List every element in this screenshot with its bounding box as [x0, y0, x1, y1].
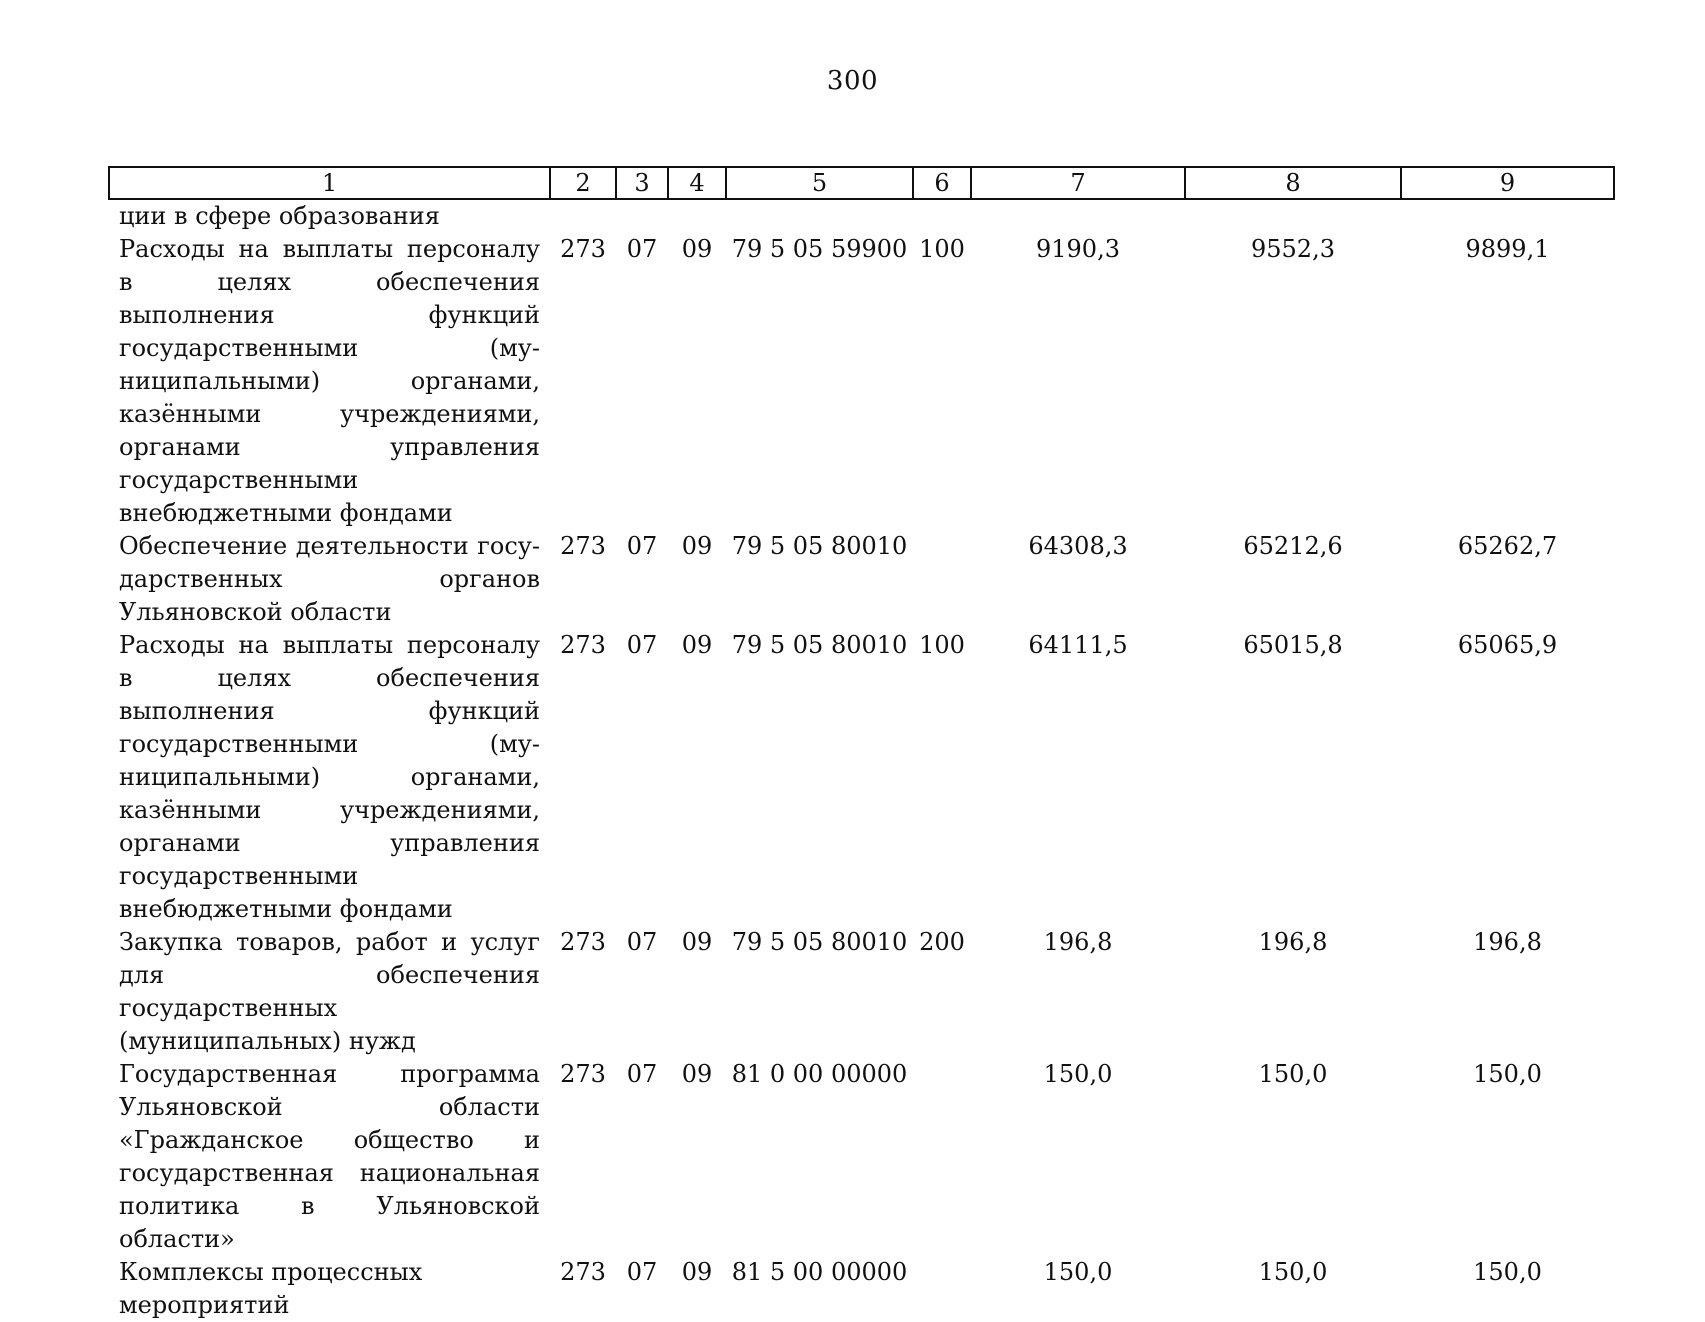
row-col-9: [1401, 199, 1614, 233]
row-col-4: 09: [681, 1258, 713, 1286]
table-row: [109, 1058, 1614, 1256]
row-col-4: 09: [681, 1060, 713, 1088]
row-col-6: [913, 530, 971, 629]
table-header: [109, 167, 1614, 199]
row-col-8: 150,0: [1258, 1060, 1328, 1088]
row-col-4: 09: [681, 928, 713, 956]
row-col-7: 150,0: [1043, 1060, 1113, 1088]
row-col-3: 07: [626, 235, 658, 263]
row-description: Закупка товаров, работ и услуг для обеспечения государственных (муниципальных) нужд: [119, 928, 540, 1055]
row-col-2: 273: [560, 631, 606, 659]
row-col-4: 09: [681, 235, 713, 263]
row-col-3: 07: [626, 631, 658, 659]
row-col-2: [550, 199, 616, 233]
row-col-8: 9552,3: [1251, 235, 1335, 263]
row-col-9: 196,8: [1473, 928, 1542, 956]
row-col-6: 100: [919, 631, 965, 659]
row-col-4: 09: [681, 631, 713, 659]
row-col-5: 79 5 05 80010: [731, 928, 908, 956]
row-col-6: [913, 199, 971, 233]
row-col-6: 200: [919, 928, 965, 956]
row-col-2: 273: [560, 1258, 606, 1286]
row-description: Расходы на выплаты персоналу в целях обеспечения выполнения функций государственными (муниципальными) органами, казёнными учреждениями, органами управления государственными внебюджетными фондами: [119, 235, 540, 527]
row-col-8: [1185, 199, 1401, 233]
row-description: Государственная программа Ульяновской области «Гражданское общество и государственная национальная политика в Ульяновской области»: [119, 1060, 540, 1253]
row-col-3: 07: [626, 532, 658, 560]
header-col-8: 8: [1185, 167, 1401, 199]
row-col-6: [913, 1058, 971, 1256]
row-col-5: 79 5 05 80010: [731, 631, 908, 659]
row-col-7: 196,8: [1043, 928, 1113, 956]
header-col-2: 2: [550, 167, 616, 199]
row-col-9: 9899,1: [1465, 235, 1550, 263]
row-col-6: [913, 1256, 971, 1322]
header-col-6: 6: [913, 167, 971, 199]
header-col-9: 9: [1401, 167, 1614, 199]
row-description: Комплексы процессных мероприятий: [119, 1258, 423, 1319]
row-description: ции в сфере образования: [119, 202, 440, 230]
table-row: [109, 926, 1614, 1058]
table-body: [109, 199, 1614, 1322]
row-col-7: 64111,5: [1028, 631, 1128, 659]
header-col-3: 3: [616, 167, 668, 199]
row-col-8: 65212,6: [1243, 532, 1343, 560]
row-col-7: 64308,3: [1028, 532, 1128, 560]
budget-table: [108, 166, 1615, 1322]
row-col-4: [668, 199, 726, 233]
row-col-3: 07: [626, 1060, 658, 1088]
header-col-7: 7: [971, 167, 1185, 199]
row-col-7: [971, 199, 1185, 233]
table-row: [109, 629, 1614, 926]
row-col-8: 196,8: [1258, 928, 1328, 956]
row-col-2: 273: [560, 928, 606, 956]
row-col-2: 273: [560, 532, 606, 560]
row-col-9: 65065,9: [1457, 631, 1558, 659]
table-row: [109, 1256, 1614, 1322]
row-col-2: 273: [560, 235, 606, 263]
header-row: [109, 167, 1614, 199]
table-row: [109, 199, 1614, 233]
header-col-4: 4: [668, 167, 726, 199]
row-col-4: 09: [681, 532, 713, 560]
header-col-5: 5: [726, 167, 913, 199]
row-col-5: 81 5 00 00000: [731, 1258, 908, 1286]
row-description: Обеспечение деятельности государственных органов Ульяновской области: [119, 532, 540, 626]
row-col-9: 65262,7: [1457, 532, 1558, 560]
row-col-9: 150,0: [1473, 1060, 1542, 1088]
row-col-8: 65015,8: [1243, 631, 1343, 659]
page-number: 300: [826, 66, 879, 96]
row-col-3: 07: [626, 928, 658, 956]
row-col-3: 07: [626, 1258, 658, 1286]
row-col-5: 79 5 05 80010: [731, 532, 908, 560]
row-col-5: 81 0 00 00000: [731, 1060, 908, 1088]
row-col-3: [616, 199, 668, 233]
header-col-1: 1: [109, 167, 550, 199]
table-row: [109, 233, 1614, 530]
row-col-2: 273: [560, 1060, 606, 1088]
table-row: [109, 530, 1614, 629]
row-col-7: 150,0: [1043, 1258, 1113, 1286]
row-col-6: 100: [919, 235, 965, 263]
row-col-8: 150,0: [1258, 1258, 1328, 1286]
row-col-7: 9190,3: [1036, 235, 1120, 263]
row-col-5: 79 5 05 59900: [731, 235, 908, 263]
row-col-5: [726, 199, 913, 233]
row-description: Расходы на выплаты персоналу в целях обеспечения выполнения функций государственными (муниципальными) органами, казёнными учреждениями, органами управления государственными внебюджетными фондами: [119, 631, 540, 923]
row-col-9: 150,0: [1473, 1258, 1542, 1286]
